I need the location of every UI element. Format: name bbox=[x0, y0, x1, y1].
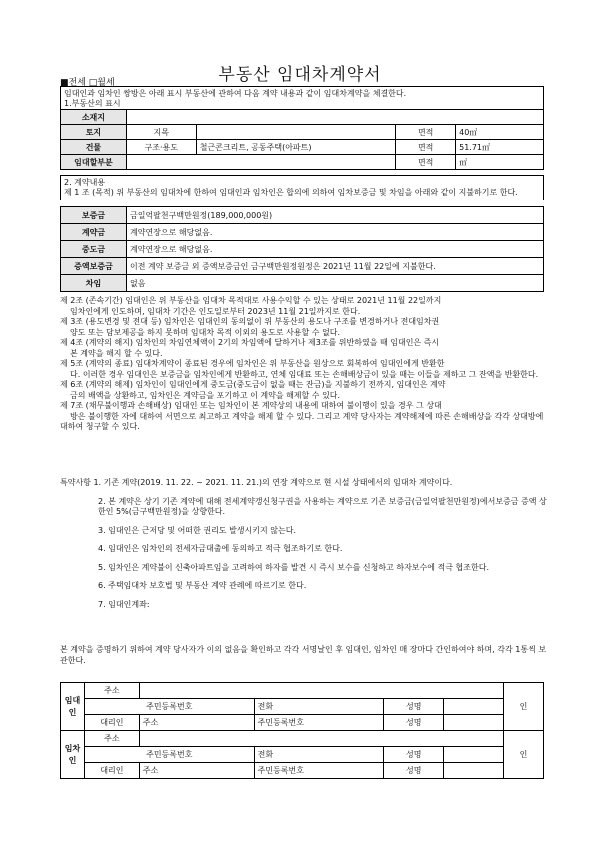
tenant-name-label: 성명 bbox=[384, 747, 444, 763]
lease-part-label: 임대할부분 bbox=[61, 155, 127, 170]
contract-payment-value: 계약연장으로 해당없음. bbox=[127, 224, 544, 241]
special-item-6: 6. 주택임대차 보호법 및 부동산 계약 관례에 따르기로 한다. bbox=[98, 581, 307, 590]
landlord-label: 임대인 bbox=[61, 683, 85, 731]
signature-table bbox=[60, 682, 544, 779]
land-area-label: 면적 bbox=[396, 125, 456, 140]
tenant-id-label: 주민등록번호 bbox=[84, 747, 254, 763]
jeonse-checkbox[interactable]: ■ bbox=[60, 78, 69, 88]
page-title: 부동산 임대차계약서 bbox=[218, 65, 382, 85]
special-item-5: 5. 임차인은 계약불이 신축아파트임을 고려하여 하자를 발견 시 즉시 보수를 신청하고 하자보수에 적극 협조한다. bbox=[98, 562, 489, 572]
tenant-agent-label: 대리인 bbox=[84, 763, 139, 779]
special-label: 특약사항 bbox=[60, 478, 91, 487]
article-7-line2: 방은 불이행한 자에 대하여 서면으로 최고하고 계약을 해제 할 수 있다. 그리고 계약 당사자는 계약해제에 따른 손해배상을 각각 상대방에 대하여 청구할 수 있다. bbox=[60, 411, 544, 431]
building-area-value: 51.71㎡ bbox=[456, 140, 544, 155]
tenant-name-field[interactable] bbox=[444, 747, 504, 763]
property-section-title: 1.부동산의 표시 bbox=[64, 99, 121, 108]
special-terms bbox=[60, 478, 550, 618]
article-2-line2: 임차인에게 인도하며, 임대차 기간은 인도일로부터 2023년 11월 21일까지로 한다. bbox=[70, 306, 361, 316]
increase-deposit-value: 이전 계약 보증금 외 증액보증금인 금구백만원정원정은 2021년 11월 22일에 지불한다. bbox=[127, 258, 544, 275]
structure-label: 구조·용도 bbox=[126, 140, 196, 155]
landlord-agent-label: 대리인 bbox=[84, 715, 139, 731]
land-category-value bbox=[196, 125, 396, 140]
land-area-value: 40㎡ bbox=[456, 125, 544, 140]
article-4-line2: 본 계약을 해지 할 수 있다. bbox=[70, 348, 163, 358]
article-2 bbox=[60, 296, 550, 317]
intro-text: 임대인과 임차인 쌍방은 아래 표시 부동산에 관하여 다음 계약 내용과 같이 임대차계약을 체결한다. bbox=[64, 89, 407, 98]
contract-type-options: 전세 □월세 bbox=[68, 78, 115, 88]
special-item-3: 3. 임대인은 근저당 및 어떠한 권리도 발생시키지 않는다. bbox=[98, 525, 296, 535]
article-7-line1: 제 7조 (채무불이행과 손해배상) 임대인 또는 임차인이 본 계약상의 내용에 대하여 불이행이 있을 경우 그 상대 bbox=[60, 401, 442, 410]
closing-text: 본 계약을 증명하기 위하여 계약 당사자가 이의 없음을 확인하고 각각 서명날인 후 임대인, 임차인 매 장마다 간인하여야 하며, 각각 1통씩 보관한다. bbox=[60, 645, 547, 665]
tenant-agent-name-label: 성명 bbox=[384, 763, 444, 779]
special-item-1-row bbox=[60, 478, 550, 489]
interim-payment-label: 중도금 bbox=[61, 241, 127, 258]
article-6 bbox=[60, 380, 550, 401]
location-label: 소재지 bbox=[61, 110, 127, 125]
terms-section-title: 2. 계약내용 bbox=[64, 178, 106, 187]
terms-box bbox=[60, 175, 544, 200]
article-7 bbox=[60, 401, 550, 433]
contract-payment-label: 계약금 bbox=[61, 224, 127, 241]
lease-part-value bbox=[126, 155, 395, 170]
landlord-agent-name-field[interactable] bbox=[444, 715, 504, 731]
payment-table bbox=[60, 206, 544, 292]
article-6-line1: 제 6조 (계약의 해제) 임차인이 임대인에게 중도금(중도금이 없을 때는 잔금)을 지불하기 전까지, 임대인은 계약 bbox=[60, 380, 446, 389]
tenant-seal[interactable]: 인 bbox=[504, 731, 544, 779]
article-4-line1: 제 4조 (계약의 해지) 임차인의 차임연체액이 2기의 차임액에 달하거나 제3조를 위반하였을 때 임대인은 즉시 bbox=[60, 338, 440, 347]
landlord-agent-address-label: 주소 bbox=[139, 715, 254, 731]
rent-value: 없음 bbox=[127, 275, 544, 292]
lease-area-value: ㎡ bbox=[456, 155, 544, 170]
landlord-agent-name-label: 성명 bbox=[384, 715, 444, 731]
landlord-seal[interactable]: 인 bbox=[504, 683, 544, 731]
property-table bbox=[60, 109, 544, 170]
article-3-line2: 양도 또는 담보제공을 하지 못하며 임대차 목적 이외의 용도로 사용할 수 없다. bbox=[70, 327, 341, 337]
landlord-phone-label: 전화 bbox=[254, 699, 384, 715]
special-item-4: 4. 임대인은 임차인의 전세자금대출에 동의하고 적극 협조하기로 한다. bbox=[98, 544, 343, 553]
deposit-value: 금일억팔천구백만원정(189,000,000원) bbox=[127, 207, 544, 224]
lease-area-label: 면적 bbox=[396, 155, 456, 170]
building-area-label: 면적 bbox=[396, 140, 456, 155]
special-item-7: 7. 임대인계좌: bbox=[98, 599, 150, 609]
deposit-label: 보증금 bbox=[61, 207, 127, 224]
article-5-line1: 제 5조 (계약의 종료) 임대차계약이 종료된 경우에 임차인은 위 부동산을 원상으로 회복하여 임대인에게 반환한 bbox=[60, 359, 445, 368]
article-2-line1: 제 2조 (존속기간) 임대인은 위 부동산을 임대차 목적대로 사용수익할 수 있는 상태로 2021년 11월 22일까지 bbox=[60, 296, 442, 305]
interim-payment-value: 계약연장으로 해당없음. bbox=[127, 241, 544, 258]
landlord-id-label: 주민등록번호 bbox=[84, 699, 254, 715]
landlord-agent-id-label: 주민등록번호 bbox=[254, 715, 384, 731]
article-5-line2: 다. 이러한 경우 임대인은 보증금을 임차인에게 반환하고, 연체 임대료 또는 손해배상금이 있을 때는 이들을 제하고 그 잔액을 반환한다. bbox=[70, 369, 539, 379]
structure-value: 철근콘크리트, 공동주택(아파트) bbox=[196, 140, 396, 155]
tenant-agent-id-label: 주민등록번호 bbox=[254, 763, 384, 779]
landlord-address-field[interactable] bbox=[139, 683, 503, 699]
landlord-address-label: 주소 bbox=[84, 683, 139, 699]
article-4 bbox=[60, 338, 550, 359]
tenant-address-label: 주소 bbox=[84, 731, 139, 747]
article-3 bbox=[60, 317, 550, 338]
increase-deposit-label: 증액보증금 bbox=[61, 258, 127, 275]
tenant-phone-label: 전화 bbox=[254, 747, 384, 763]
landlord-name-field[interactable] bbox=[444, 699, 504, 715]
location-value bbox=[126, 110, 543, 125]
land-category-label: 지목 bbox=[126, 125, 196, 140]
article-5 bbox=[60, 359, 550, 380]
intro-box bbox=[60, 86, 544, 111]
rent-label: 차임 bbox=[61, 275, 127, 292]
article-1: 제 1 조 (목적) 위 부동산의 임대차에 한하여 임대인과 임차인은 합의에 의하여 임차보증금 및 차임을 아래와 같이 지불하기로 한다. bbox=[64, 188, 518, 197]
tenant-agent-name-field[interactable] bbox=[444, 763, 504, 779]
landlord-name-label: 성명 bbox=[384, 699, 444, 715]
special-item-1: 1. 기존 계약(2019. 11. 22. ~ 2021. 11. 21.)의 연장 계약으로 현 시설 상태에서의 임대차 계약이다. bbox=[93, 478, 453, 487]
land-label: 토지 bbox=[61, 125, 127, 140]
article-3-line1: 제 3조 (용도변경 및 전대 등) 임차인은 임대인의 동의없이 위 부동산의 용도나 구조를 변경하거나 전대임차권 bbox=[60, 317, 440, 326]
tenant-agent-address-label: 주소 bbox=[139, 763, 254, 779]
tenant-address-field[interactable] bbox=[139, 731, 503, 747]
articles-block bbox=[60, 296, 550, 433]
building-label: 건물 bbox=[61, 140, 127, 155]
special-item-2: 2. 본 계약은 상기 기존 계약에 대해 전세계약갱신청구권을 사용하는 계약으로 기존 보증금(금일억팔천만원정)에서보증금 증액 상한인 5%(금구백만원정)을 상향한다. bbox=[98, 496, 547, 516]
article-6-line2: 금의 배액을 상환하고, 임차인은 계약금을 포기하고 이 계약을 해제할 수 있다. bbox=[70, 390, 341, 400]
tenant-label: 임차인 bbox=[61, 731, 85, 779]
